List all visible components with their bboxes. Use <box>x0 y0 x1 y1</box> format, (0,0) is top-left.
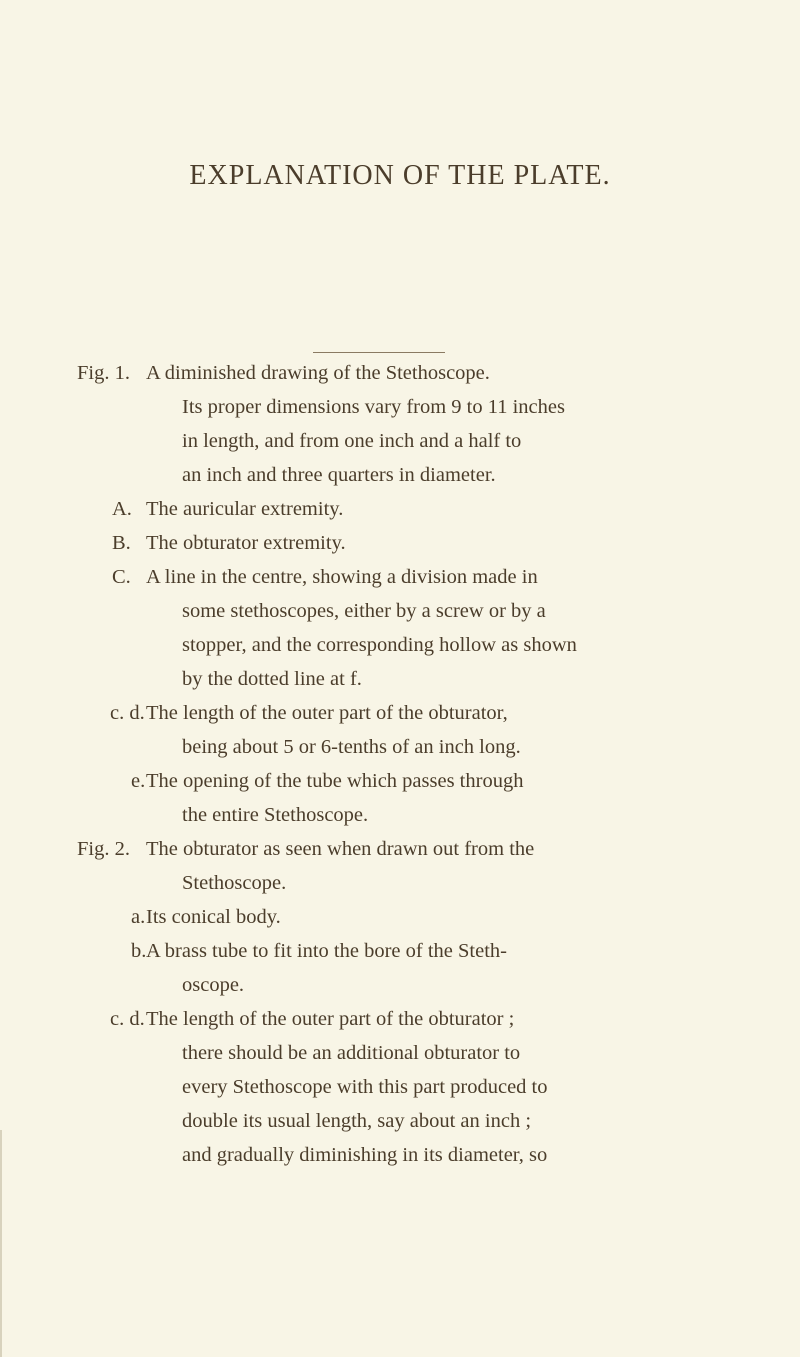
item-label: Fig. 2. <box>77 838 130 860</box>
text-line: A diminished drawing of the Stethoscope. <box>146 362 490 384</box>
item-label: a. <box>131 906 146 928</box>
text-line: there should be an additional obturator to <box>182 1042 521 1064</box>
item-label: c. d. <box>110 702 145 724</box>
text-line: being about 5 or 6-tenths of an inch long. <box>182 736 521 758</box>
text-line: Its proper dimensions vary from 9 to 11 inches <box>182 396 565 418</box>
text-line: Stethoscope. <box>182 872 287 894</box>
item-label: e. <box>131 770 146 792</box>
text-line: in length, and from one inch and a half to <box>182 430 522 452</box>
text-line: The obturator as seen when drawn out from the <box>146 838 535 860</box>
text-line: A brass tube to fit into the bore of the Steth- <box>146 940 507 962</box>
text-line: The length of the outer part of the obturator, <box>146 702 508 724</box>
text-line: the entire Stethoscope. <box>182 804 369 826</box>
divider <box>313 352 445 353</box>
text-line: by the dotted line at f. <box>182 668 362 690</box>
item-label: B. <box>112 532 131 554</box>
text-line: The length of the outer part of the obturator ; <box>146 1008 515 1030</box>
text-line: and gradually diminishing in its diameter, so <box>182 1144 548 1166</box>
text-line: some stethoscopes, either by a screw or by a <box>182 600 546 622</box>
item-label: Fig. 1. <box>77 362 130 384</box>
text-line: The opening of the tube which passes through <box>146 770 524 792</box>
item-label: C. <box>112 566 131 588</box>
text-line: double its usual length, say about an inch ; <box>182 1110 532 1132</box>
page-title: EXPLANATION OF THE PLATE. <box>189 160 611 191</box>
text-line: The auricular extremity. <box>146 498 344 520</box>
item-label: c. d. <box>110 1008 145 1030</box>
text-line: The obturator extremity. <box>146 532 346 554</box>
text-line: every Stethoscope with this part produced to <box>182 1076 548 1098</box>
text-line: an inch and three quarters in diameter. <box>182 464 496 486</box>
page-edge <box>0 1130 2 1357</box>
item-label: A. <box>112 498 132 520</box>
text-line: Its conical body. <box>146 906 281 928</box>
text-line: A line in the centre, showing a division made in <box>146 566 538 588</box>
text-line: stopper, and the corresponding hollow as shown <box>182 634 577 656</box>
item-label: b. <box>131 940 147 962</box>
text-line: oscope. <box>182 974 245 996</box>
